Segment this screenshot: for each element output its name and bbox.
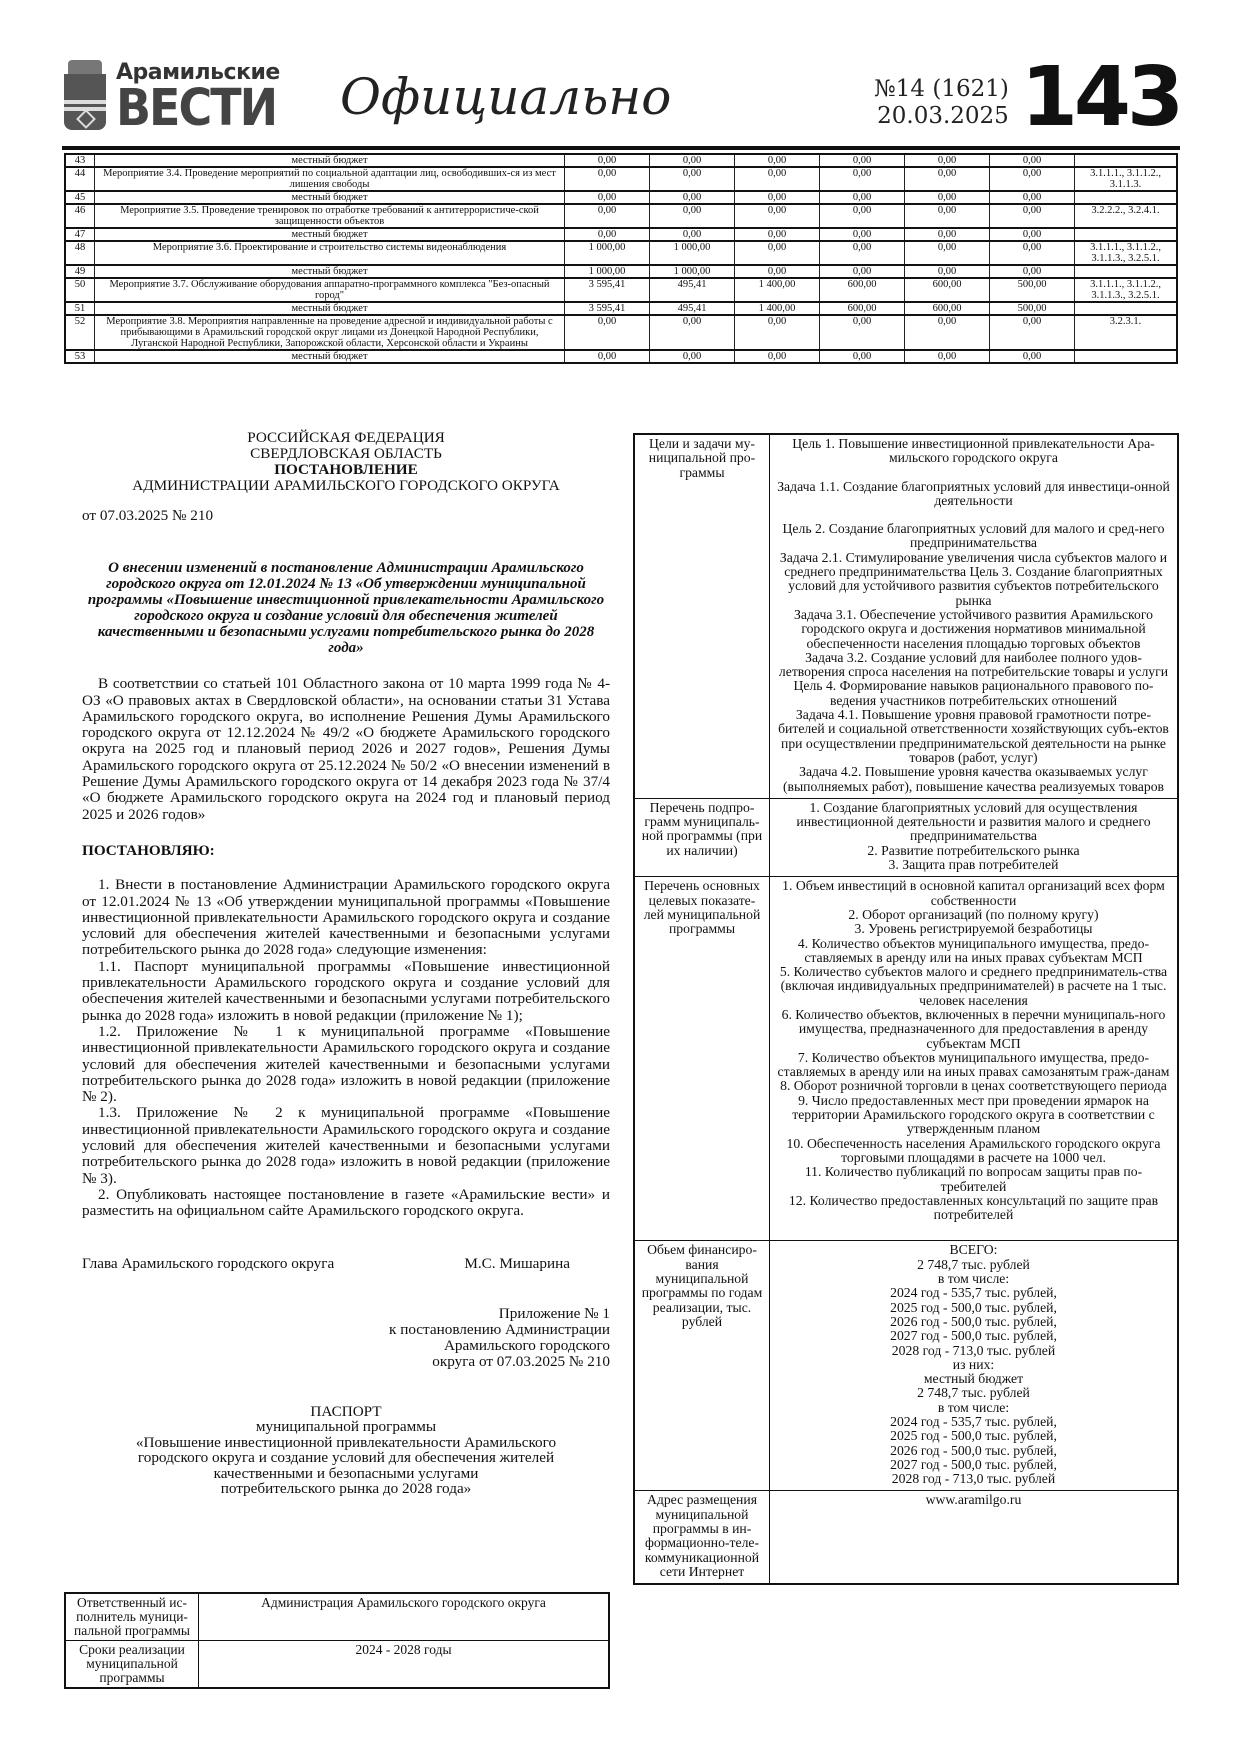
- value-line: ВСЕГО:: [949, 1242, 998, 1258]
- row-description: Мероприятие 3.6. Проектирование и строительство системы видеонаблюдения: [95, 241, 565, 265]
- table-row: [634, 434, 1178, 798]
- amount-cell: 0,00: [735, 154, 820, 167]
- value-line: 1. Создание благоприятных условий для осуществления инвестиционной деятельности и развития малого и среднего предпринимательства: [796, 799, 1151, 844]
- amount-cell: 1 000,00: [565, 265, 650, 278]
- value-line: 6. Количество объектов, включенных в перечни муниципаль-ного имущества, предназначенного для предоставления в аренду субъектам МСП: [781, 1006, 1166, 1051]
- signer-name: М.С. Мишарина: [464, 1254, 570, 1272]
- decree-item: 1. Внести в постановление Администрации Арамильского городского округа от 12.01.2024 № 13 «Об утверждении муниципальной программы «Повышение инвестиционной привлекательности Арамильского городского округа и создание условий для обеспечения жителей качественными и безопасными услугами потребительского рынка до 2028 года» следующие изменения:: [82, 876, 610, 959]
- amount-cell: 0,00: [905, 350, 990, 363]
- amount-cell: 1 000,00: [650, 265, 735, 278]
- amount-cell: 0,00: [650, 228, 735, 241]
- table-row: [65, 1641, 609, 1689]
- passport-table-right: [633, 433, 1179, 1585]
- amount-cell: 495,41: [650, 302, 735, 315]
- value-line: 2025 год - 500,0 тыс. рублей,: [890, 1299, 1057, 1315]
- appendix-line: округа от 07.03.2025 № 210: [432, 1352, 610, 1370]
- table-row: [65, 265, 1177, 278]
- country: РОССИЙСКАЯ ФЕДЕРАЦИЯ: [247, 429, 445, 446]
- passport-line: «Повышение инвестиционной привлекательности Арамильского: [135, 1433, 557, 1451]
- value-line: 2 748,7 тыс. рублей: [917, 1385, 1030, 1401]
- row-number: 44: [65, 167, 95, 191]
- logo-line-1: Арамильские: [116, 60, 280, 85]
- row-description: местный бюджет: [95, 228, 565, 241]
- row-description: местный бюджет: [95, 154, 565, 167]
- value-line: 2028 год - 713,0 тыс. рублей: [891, 1471, 1056, 1487]
- row-number: 50: [65, 278, 95, 302]
- row-description: местный бюджет: [95, 350, 565, 363]
- value-line: Цель 2. Создание благоприятных условий для малого и сред-него предпринимательства: [782, 521, 1165, 551]
- amount-cell: 0,00: [820, 204, 905, 228]
- amount-cell: 3 595,41: [565, 302, 650, 315]
- indicator-refs: [1075, 265, 1178, 278]
- value-line: 11. Количество публикаций по вопросам защиты прав по-требителей: [804, 1164, 1143, 1194]
- table-row: [65, 278, 1177, 302]
- appendix-line: Приложение № 1: [498, 1304, 610, 1322]
- table-row: [65, 228, 1177, 241]
- issue-number: №14 (1621): [874, 76, 1009, 102]
- passport-line: потребительского рынка до 2028 года»: [220, 1480, 472, 1498]
- table-row: [65, 315, 1177, 350]
- amount-cell: 0,00: [565, 350, 650, 363]
- activities-table: [64, 153, 1178, 364]
- value-line: 12. Количество предоставленных консультаций по защите прав потребителей: [788, 1192, 1159, 1223]
- amount-cell: 0,00: [990, 204, 1075, 228]
- issue-info: [874, 76, 1009, 130]
- value-line: 3. Защита прав потребителей: [888, 857, 1059, 873]
- indicator-refs: 3.1.1.1., 3.1.1.2., 3.1.1.3., 3.2.5.1.: [1075, 278, 1178, 302]
- indicator-refs: [1075, 191, 1178, 204]
- amount-cell: 600,00: [905, 302, 990, 315]
- row-number: 48: [65, 241, 95, 265]
- amount-cell: 0,00: [905, 265, 990, 278]
- table-row: [634, 798, 1178, 876]
- row-description: Мероприятие 3.5. Проведение тренировок по отработке требований к антитеррористиче-ской защищенности объектов: [95, 204, 565, 228]
- row-number: 53: [65, 350, 95, 363]
- value-line: Цель 1. Повышение инвестиционной привлекательности Ара-мильского городского округа: [792, 436, 1155, 466]
- amount-cell: 0,00: [905, 154, 990, 167]
- value-line: 3. Уровень регистрируемой безработицы: [854, 921, 1093, 937]
- value-line: [774, 1222, 1173, 1236]
- amount-cell: 0,00: [990, 167, 1075, 191]
- amount-cell: 0,00: [735, 204, 820, 228]
- value-line: 8. Оборот розничной торговли в ценах соответствующего периода: [780, 1078, 1167, 1094]
- row-value: [770, 798, 1179, 876]
- decree-item: 1.3. Приложение № 2 к муниципальной программе «Повышение инвестиционной привлекательности Арамильского городского округа и создание условий для обеспечения жителей качественными и безопасными услугами потребительского рынка до 2028 года» изложить в новой редакции (приложение № 3).: [82, 1104, 610, 1187]
- amount-cell: 0,00: [650, 315, 735, 350]
- amount-cell: 0,00: [905, 204, 990, 228]
- value-line: 9. Число предоставленных мест при проведении ярмарок на территории Арамильского городского округа в соответствии с утвержденным планом: [792, 1092, 1155, 1137]
- table-row: [65, 191, 1177, 204]
- value-line[interactable]: www.aramilgo.ru: [925, 1492, 1022, 1508]
- decree-subject: О внесении изменений в постановление Администрации Арамильского городского округа от 12.01.2024 № 13 «Об утверждении муниципальной программы «Повышение инвестиционной привлекательности Арамильского городского округа и создание условий для обеспечения жителей качественными и безопасными услугами потребительского рынка до 2028 года»: [87, 560, 605, 657]
- section-title: Официально: [340, 68, 672, 126]
- value-line: Задача 2.1. Стимулирование увеличения числа субъектов малого и среднего предпринимательства Цель 3. Создание благоприятных условий для устойчивого развития субъектов потребительского рынка: [779, 549, 1168, 608]
- amount-cell: 1 400,00: [735, 278, 820, 302]
- amount-cell: 0,00: [990, 265, 1075, 278]
- row-label: Обьем финансиро-вания муниципальной программы по годам реализации, тыс. рублей: [634, 1241, 770, 1491]
- value-line: местный бюджет: [923, 1371, 1024, 1387]
- amount-cell: 0,00: [820, 191, 905, 204]
- indicator-refs: [1075, 154, 1178, 167]
- amount-cell: 600,00: [905, 278, 990, 302]
- amount-cell: 500,00: [990, 278, 1075, 302]
- table-row: [65, 241, 1177, 265]
- passport-table-left: [64, 1592, 610, 1689]
- amount-cell: 0,00: [905, 167, 990, 191]
- amount-cell: 0,00: [650, 204, 735, 228]
- row-value: [770, 1241, 1179, 1491]
- row-label: Адрес размещения муниципальной программы в ин-формационно-теле-коммуникационной сети Интернет: [634, 1491, 770, 1584]
- row-label: Перечень основных целевых показате-лей муниципальной программы: [634, 877, 770, 1241]
- decree-column: [82, 430, 610, 1497]
- value-line: 2 748,7 тыс. рублей: [917, 1256, 1030, 1272]
- row-description: Мероприятие 3.8. Мероприятия направленные на проведение адресной и индивидуальной работы с прибывающими в Арамильский городской округ лицами из Донецкой Народной Республики, Луганской Народной Республики, Запорожской области, Херсонской области и Украины: [95, 315, 565, 350]
- amount-cell: 0,00: [990, 154, 1075, 167]
- amount-cell: 1 000,00: [565, 241, 650, 265]
- amount-cell: 0,00: [650, 350, 735, 363]
- region: СВЕРДЛОВСКАЯ ОБЛАСТЬ: [250, 445, 442, 462]
- amount-cell: 0,00: [820, 241, 905, 265]
- row-description: Мероприятие 3.4. Проведение мероприятий по социальной адаптации лиц, освободивших-ся из мест лишения свободы: [95, 167, 565, 191]
- amount-cell: 0,00: [735, 167, 820, 191]
- value-line: Цель 4. Формирование навыков рационального правового по-ведения участников потребительских отношений: [793, 678, 1154, 708]
- passport-line: муниципальной программы: [255, 1418, 437, 1436]
- row-description: Мероприятие 3.7. Обслуживание оборудования аппаратно-программного комплекса "Без-опасный город": [95, 278, 565, 302]
- amount-cell: 0,00: [735, 350, 820, 363]
- masthead: [62, 50, 1180, 145]
- amount-cell: 0,00: [735, 228, 820, 241]
- logo-line-2: ВЕСТИ: [116, 77, 277, 137]
- row-number: 47: [65, 228, 95, 241]
- amount-cell: 600,00: [820, 278, 905, 302]
- value-line: [774, 508, 1173, 522]
- signature-block: [82, 1256, 610, 1272]
- amount-cell: 0,00: [820, 154, 905, 167]
- amount-cell: 500,00: [990, 302, 1075, 315]
- value-line: 10. Обеспеченность населения Арамильского городского округа торговыми площадями в расчете на 1000 чел.: [786, 1135, 1161, 1165]
- row-description: местный бюджет: [95, 265, 565, 278]
- value-line: 4. Количество объектов муниципального имущества, предо-ставляемых в аренду или на иных правах субъектам МСП: [797, 935, 1150, 965]
- decree-item: 1.2. Приложение № 1 к муниципальной программе «Повышение инвестиционной привлекательности Арамильского городского округа и создание условий для обеспечения жителей качественными и безопасными услугами потребительского рынка до 2028 года» изложить в новой редакции (приложение № 2).: [82, 1022, 610, 1106]
- passport-heading: ПАСПОРТ: [310, 1402, 382, 1420]
- value-line: 7. Количество объектов муниципального имущества, предо-ставляемых в аренду или на иных правах самозанятым граж-данам: [777, 1049, 1170, 1080]
- amount-cell: 0,00: [905, 191, 990, 204]
- indicator-refs: 3.2.2.2., 3.2.4.1.: [1075, 204, 1178, 228]
- table-row: [65, 167, 1177, 191]
- amount-cell: 0,00: [735, 265, 820, 278]
- amount-cell: 0,00: [565, 154, 650, 167]
- amount-cell: 0,00: [735, 191, 820, 204]
- amount-cell: 0,00: [650, 191, 735, 204]
- row-description: местный бюджет: [95, 302, 565, 315]
- decree-header: [82, 430, 610, 494]
- amount-cell: 1 400,00: [735, 302, 820, 315]
- indicator-refs: [1075, 302, 1178, 315]
- amount-cell: 0,00: [990, 241, 1075, 265]
- table-row: [65, 302, 1177, 315]
- value-line: Задача 3.2. Создание условий для наиболее полного удов-летворения спроса населения на потребительские товары и услуги: [778, 649, 1169, 680]
- appendix-note: [82, 1306, 610, 1370]
- row-value: Администрация Арамильского городского округа: [199, 1593, 610, 1641]
- indicator-refs: 3.2.3.1.: [1075, 315, 1178, 350]
- decree-item: 2. Опубликовать настоящее постановление в газете «Арамильские вести» и разместить на официальном сайте Арамильского городского округа.: [82, 1185, 610, 1220]
- value-line: Задача 4.1. Повышение уровня правовой грамотности потре-бителей и социальной ответственности хозяйствующих субъ-ектов при осуществлении предпринимательской деятельности на рынке товаров (работ, услуг): [778, 707, 1169, 765]
- row-number: 49: [65, 265, 95, 278]
- doc-type: ПОСТАНОВЛЕНИЕ: [274, 461, 418, 478]
- amount-cell: 0,00: [905, 241, 990, 265]
- row-number: 52: [65, 315, 95, 350]
- row-label: Сроки реализации муниципальной программы: [65, 1641, 199, 1689]
- row-value: [770, 434, 1179, 798]
- passport-title: [82, 1404, 610, 1497]
- amount-cell: 0,00: [565, 315, 650, 350]
- amount-cell: 0,00: [820, 167, 905, 191]
- amount-cell: 1 000,00: [650, 241, 735, 265]
- value-line: 2026 год - 500,0 тыс. рублей,: [890, 1442, 1057, 1458]
- table-row: [65, 350, 1177, 363]
- table-row: [65, 154, 1177, 167]
- passport-line: городского округа и создание условий для обеспечения жителей: [137, 1449, 555, 1467]
- amount-cell: 495,41: [650, 278, 735, 302]
- signer-title: Глава Арамильского городского округа: [82, 1254, 335, 1272]
- passport-line: качественными и безопасными услугами: [213, 1464, 479, 1482]
- value-line: из них:: [952, 1356, 995, 1372]
- amount-cell: 0,00: [905, 315, 990, 350]
- decree-items: [82, 877, 610, 1219]
- amount-cell: 0,00: [565, 167, 650, 191]
- amount-cell: 0,00: [650, 167, 735, 191]
- indicator-refs: [1075, 228, 1178, 241]
- appendix-line: Арамильского городского: [443, 1336, 610, 1354]
- table-row: [634, 1241, 1178, 1491]
- indicator-refs: 3.1.1.1., 3.1.1.2., 3.1.1.3.: [1075, 167, 1178, 191]
- amount-cell: 0,00: [990, 191, 1075, 204]
- row-label: Цели и задачи му-ниципальной про-граммы: [634, 434, 770, 798]
- value-line: в том числе:: [937, 1271, 1010, 1287]
- amount-cell: 0,00: [650, 154, 735, 167]
- row-number: 43: [65, 154, 95, 167]
- value-line: 2027 год - 500,0 тыс. рублей,: [890, 1456, 1057, 1472]
- table-row: [634, 877, 1178, 1241]
- table-row: [634, 1491, 1178, 1584]
- amount-cell: 0,00: [735, 241, 820, 265]
- value-line: 2028 год - 713,0 тыс. рублей: [891, 1342, 1056, 1358]
- value-line: 2027 год - 500,0 тыс. рублей,: [890, 1328, 1057, 1344]
- amount-cell: 0,00: [820, 265, 905, 278]
- amount-cell: 0,00: [990, 228, 1075, 241]
- amount-cell: 0,00: [565, 191, 650, 204]
- amount-cell: 0,00: [565, 228, 650, 241]
- resolve-heading: ПОСТАНОВЛЯЮ:: [82, 841, 215, 859]
- value-line: 2024 год - 535,7 тыс. рублей,: [890, 1414, 1057, 1429]
- header-rule: [62, 146, 1180, 150]
- issue-date: 20.03.2025: [877, 103, 1009, 129]
- appendix-line: к постановлению Администрации: [389, 1320, 610, 1338]
- amount-cell: 0,00: [820, 228, 905, 241]
- row-number: 45: [65, 191, 95, 204]
- value-line: 2026 год - 500,0 тыс. рублей,: [890, 1313, 1057, 1329]
- amount-cell: 0,00: [990, 350, 1075, 363]
- amount-cell: 600,00: [820, 302, 905, 315]
- decree-number: от 07.03.2025 № 210: [82, 507, 214, 524]
- table-row: [65, 204, 1177, 228]
- amount-cell: 0,00: [565, 204, 650, 228]
- decree-item: 1.1. Паспорт муниципальной программы «Повышение инвестиционной привлекательности Арамильского городского округа и создание условий для обеспечения жителей качественными и безопасными услугами потребительского рынка до 2028 года» изложить в новой редакции (приложение № 1);: [82, 957, 610, 1024]
- issuer: АДМИНИСТРАЦИИ АРАМИЛЬСКОГО ГОРОДСКОГО ОКРУГА: [132, 477, 560, 494]
- value-line: 2. Развитие потребительского рынка: [867, 842, 1080, 858]
- row-description: местный бюджет: [95, 191, 565, 204]
- table-row: [65, 1593, 609, 1641]
- value-line: 1. Объем инвестиций в основной капитал организаций всех форм собственности: [782, 878, 1165, 908]
- page-number: 143: [1020, 50, 1180, 145]
- amount-cell: 0,00: [905, 228, 990, 241]
- preamble: В соответствии со статьей 101 Областного закона от 10 марта 1999 года № 4-ОЗ «О правовых актах в Свердловской области», на основании статьи 31 Устава Арамильского городского округа, во исполнение Решения Думы Арамильского городского округа от 12.12.2024 № 49/2 «О бюджете Арамильского городского округа на 2025 год и плановый период 2026 и 2027 годов», Решения Думы Арамильского городского округа от 25.12.2024 № 50/2 «О внесении изменений в Решение Думы Арамильского городского округа от 14 декабря 2023 года № 37/4 «О бюджете Арамильского городского округа на 2024 год и плановый период 2025 и 2026 годов»: [82, 675, 610, 823]
- row-label: Ответственный ис-полнитель муници-пальной программы: [65, 1593, 199, 1641]
- row-value: 2024 - 2028 годы: [199, 1641, 610, 1689]
- row-number: 51: [65, 302, 95, 315]
- value-line: 2024 год - 535,7 тыс. рублей,: [890, 1285, 1057, 1301]
- indicator-refs: [1075, 350, 1178, 363]
- value-line: Задача 4.2. Повышение уровня качества оказываемых услуг (выполняемых работ), повышение качества реализуемых товаров: [782, 764, 1165, 794]
- coat-of-arms-icon: [62, 60, 108, 130]
- amount-cell: 3 595,41: [565, 278, 650, 302]
- value-line: Задача 1.1. Создание благоприятных условий для инвестици-онной деятельности: [777, 478, 1170, 508]
- newspaper-logo: [62, 60, 280, 137]
- amount-cell: 0,00: [735, 315, 820, 350]
- value-line: в том числе:: [937, 1399, 1010, 1415]
- row-label: Перечень подпро-грамм муниципаль-ной программы (при их наличии): [634, 798, 770, 876]
- amount-cell: 0,00: [990, 315, 1075, 350]
- value-line: Задача 3.1. Обеспечение устойчивого развития Арамильского городского округа и достижения нормативов минимальной обеспеченности населения площадью торговых объектов: [794, 606, 1153, 651]
- amount-cell: 0,00: [820, 315, 905, 350]
- value-line: [774, 466, 1173, 480]
- value-line: 5. Количество субъектов малого и среднего предприниматель-ства (включая индивидуальных предпринимателей) в расчете на 1 тыс. человек населения: [779, 964, 1168, 1008]
- row-number: 46: [65, 204, 95, 228]
- row-value: [770, 1491, 1179, 1584]
- row-value: [770, 877, 1179, 1241]
- value-line: 2. Оборот организаций (по полному кругу): [848, 906, 1099, 922]
- value-line: 2025 год - 500,0 тыс. рублей,: [890, 1428, 1057, 1444]
- indicator-refs: 3.1.1.1., 3.1.1.2., 3.1.1.3., 3.2.5.1.: [1075, 241, 1178, 265]
- amount-cell: 0,00: [820, 350, 905, 363]
